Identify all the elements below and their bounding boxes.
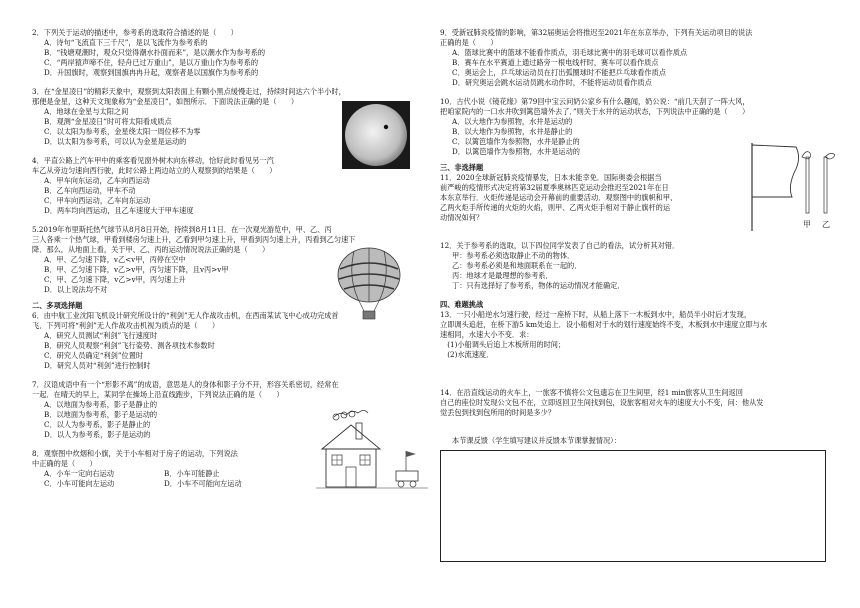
- question-stem: 降．那么，从地面上看，关于甲、乙、丙的运动情况说法正确的是（ ）: [32, 245, 270, 254]
- option-b: B．研究人员观察“利剑”飞行姿势、测各项技术参数时: [44, 341, 215, 350]
- option-a: A．地球在金星与太阳之间: [44, 107, 129, 116]
- option-a: A．甲、乙匀速下降，v乙<v甲，丙停在空中: [44, 255, 186, 264]
- sub-question: (2)水流速度．: [440, 350, 494, 359]
- question-stem: 前严峻的疫情形式决定将第32届夏季奥林匹克运动会推迟至2021年在日: [440, 183, 669, 192]
- option-a: A．以大地作为参照物，水井是运动的: [452, 117, 573, 126]
- question-stem: 8．观察图中炊烟和小旗，关于小车相对于房子的运动，下列说法: [32, 449, 238, 458]
- statement-ding: 丁：只有选择好了参考系，物体的运动情况才能确定．: [452, 281, 625, 290]
- option-c: C．甲、乙匀速下降，v乙>v甲，丙匀速上升: [44, 275, 186, 284]
- question-stem: 那便是金星，这种天文现象称为“金星凌日”，如图所示．下面说法正确的是（ ）: [32, 97, 299, 106]
- question-5: [32, 225, 432, 295]
- question-stem: 5.2019年布里斯托热气球节从8月8日开始，持续到8月11日．在一次观光游览中，甲、乙、丙: [32, 225, 332, 234]
- question-stem: 9．受新冠肺炎疫情的影响，第32届奥运会将推迟至2021年在东京举办，下列有关运动项目的说法: [440, 28, 753, 37]
- question-stem: 6．由中航工业沈阳飞机设计研究所设计的“利剑”无人作战攻击机，在西南某试飞中心成功完成首: [32, 311, 339, 320]
- question-stem: 车乙从旁边匀速向西行驶，此时公路上两边站立的人观察到的结果是（ ）: [32, 166, 277, 175]
- option-d: D．小车不可能向左运动: [164, 479, 242, 488]
- question-stem: 2．下列关于运动的描述中，参考系的选取符合描述的是（ ）: [32, 28, 238, 37]
- option-b: B．甲、乙匀速下降，v乙>v甲，丙匀速下降，且v丙>v甲: [44, 265, 229, 274]
- option-a: A．篮球比赛中的篮球不能看作质点，羽毛球比赛中的羽毛球可以看作质点: [452, 48, 688, 57]
- section-heading: 二、多项选择题: [32, 301, 83, 310]
- question-stem: 三人各乘一个热气球，甲看到楼房匀速上升，乙看到甲匀速上升，甲看到丙匀速上升，丙看到乙匀速下: [32, 235, 356, 244]
- venus-transit-image: [342, 101, 410, 169]
- torch-label-yi: 乙: [822, 220, 830, 229]
- question-stem: 10．古代小说《镜花缘》第79回中宝云问奶公家乡有什么趣闻，奶公说：“前几天刮了一阵大风，: [440, 97, 750, 106]
- option-a: A．甲车向东运动，乙车向西运动: [44, 176, 150, 185]
- question-9: [440, 28, 840, 88]
- option-b: B．小车可能静止: [164, 469, 220, 478]
- statement-bing: 丙：地球才是最理想的参考系．: [452, 271, 553, 280]
- feedback-label: 本节课反馈（学生填写建议并反馈本节课掌握情况）：: [452, 436, 621, 445]
- option-a: A．以地面为参考系，影子是静止的: [44, 400, 158, 409]
- option-b: B．赛车在水平赛道上通过路旁一根电线杆时，赛车可以看作质点: [452, 58, 659, 67]
- statement-jia: 甲：参考系必须选取静止不动的物体．: [452, 251, 575, 260]
- question-stem: 觉丢包到找到包所用的时间是多少？: [440, 408, 556, 417]
- option-d: D．以上说法均不对: [44, 285, 108, 294]
- option-b: B．“钱塘观潮时，观众只觉得潮水扑面而来”，是以潮水作为参考系的: [44, 48, 266, 57]
- question-stem: 立即调头追赶，在桥下游5 km处追上．设小船相对于水的划行速度始终不变，木板到水中速度立即与水: [440, 320, 768, 329]
- question-stem: 自己的座位时发现公文包不在，立即返回卫生间找到包，设旅客相对火车的速度大小不变，问：他从发: [440, 398, 764, 407]
- option-d: D．以篱笆墙作为参照物，水井是运动的: [452, 147, 580, 156]
- question-stem: 一起．在晴天的早上，某同学在操场上沿直线跑步，下列说法正确的是（ ）: [32, 390, 284, 399]
- option-c: C．“两岸猿声啼不住，轻舟已过万重山”，是以万重山作为参考系的: [44, 58, 259, 67]
- question-11: [440, 173, 840, 229]
- question-stem: 速相同，水速大小不变．求：: [440, 330, 534, 339]
- option-b: B．以地面为参考系，影子是运动的: [44, 410, 158, 419]
- question-stem: 11．2020全球新冠肺炎疫情暴发，日本未能幸免．国际奥委会根据当: [440, 173, 662, 182]
- option-b: B．乙车向西运动，甲车不动: [44, 186, 136, 195]
- option-d: D．以太阳为参考系，可以认为金星是运动的: [44, 137, 187, 146]
- option-d: D．升国旗时，观察到国旗冉冉升起，观察者是以国旗作为参考系的: [44, 68, 259, 77]
- question-stem: 14．在沿直线运动的火车上，一旅客不慎将公文包遗忘在卫生间里，经1 min旅客从卫生间返回: [440, 388, 743, 397]
- hot-air-balloon-image: [334, 247, 404, 323]
- question-8: [32, 449, 432, 489]
- question-stem: 13．一只小船逆水匀速行驶，经过一座桥下时，从船上落下一木板到水中，船员半小时后才发现，: [440, 310, 752, 319]
- option-b: B．观测“金星凌日”时可将太阳看成质点: [44, 117, 172, 126]
- option-d: D．两车均向西运动，且乙车速度大于甲车速度: [44, 206, 194, 215]
- question-stem: 12．关于参考系的选取，以下四位同学发表了自己的看法，试分析其对错．: [440, 241, 680, 250]
- option-c: C．以太阳为参考系，金星绕太阳一周位移不为零: [44, 127, 201, 136]
- question-12: [440, 241, 840, 291]
- option-d: D．研究人员对“利剑”进行控制时: [44, 361, 151, 370]
- house-and-cart-image: [316, 399, 428, 495]
- option-a: A．小车一定向右运动: [44, 469, 114, 478]
- question-14: [440, 388, 840, 418]
- statement-yi: 乙：参考系必须是和地面联系在一起的．: [452, 261, 582, 270]
- left-column: [32, 28, 432, 489]
- feedback-box[interactable]: [440, 450, 826, 562]
- torch-label-jia: 甲: [803, 220, 811, 229]
- option-c: C．甲车向西运动，乙车向东运动: [44, 196, 151, 205]
- question-stem: 把咱家院内的一口水井吹到篱笆墙外去了．”则关于水井的运动状态，下列说法中正确的是（ ）: [440, 107, 750, 116]
- question-stem: 3．在“金星凌日”的精彩天象中，观察到太阳表面上有颗小黑点缓慢走过，持续时间达六个半小时，: [32, 87, 346, 96]
- option-c: C．以人为参考系，影子是静止的: [44, 420, 151, 429]
- question-stem: 乙两火炬手所传递的火炬的火焰，则甲、乙两火炬手相对于静止旗杆的运: [440, 203, 671, 212]
- option-c: C．研究人员确定“利剑”位置时: [44, 351, 144, 360]
- option-c: C．奥运会上，乒乓球运动员在打出弧圈球时不能把乒乓球看作质点: [452, 68, 666, 77]
- option-d: D．以人为参考系，影子是运动的: [44, 430, 151, 439]
- flag-and-torches-image: [740, 135, 840, 235]
- section-heading: 三、非选择题: [440, 163, 484, 172]
- question-stem: 中正确的是（ ）: [32, 459, 97, 468]
- question-2: [32, 28, 432, 78]
- question-13: [440, 310, 840, 360]
- option-c: C．小车可能向左运动: [44, 479, 115, 488]
- sub-question: (1)小船调头后追上木板所用的时间；: [440, 340, 566, 349]
- option-d: D．研究奥运会跳水运动员跳水动作时，不能将运动员看作质点: [452, 78, 652, 87]
- question-stem: 7．汉语成语中有一个“形影不离”的成语，意思是人的身体和影子分不开，形容关系密切，经常在: [32, 380, 339, 389]
- section-heading: 四、难题挑战: [440, 300, 484, 309]
- question-stem: 4．平直公路上汽车甲中的乘客看见窗外树木向东移动，恰好此时看见另一汽: [32, 156, 274, 165]
- option-b: B．以大地作为参照物，水井是静止的: [452, 127, 573, 136]
- question-stem: 本东京举行．火炬传递是运动会开幕前的重要活动．观察图中的旗帜和甲、: [440, 193, 678, 202]
- question-stem: 动情况如何？: [440, 213, 484, 222]
- question-stem: 飞．下列可将“利剑”无人作战攻击机视为质点的是（ ）: [32, 321, 220, 330]
- option-c: C．以篱笆墙作为参照物，水井是静止的: [452, 137, 580, 146]
- question-stem: 正确的是（ ）: [440, 38, 498, 47]
- right-column: [440, 28, 840, 562]
- option-a: A．诗句“飞流直下三千尺”，是以飞流作为参考系的: [44, 38, 208, 47]
- question-3: [32, 87, 432, 147]
- option-a: A．研究人员测试“利剑”飞行速度时: [44, 331, 158, 340]
